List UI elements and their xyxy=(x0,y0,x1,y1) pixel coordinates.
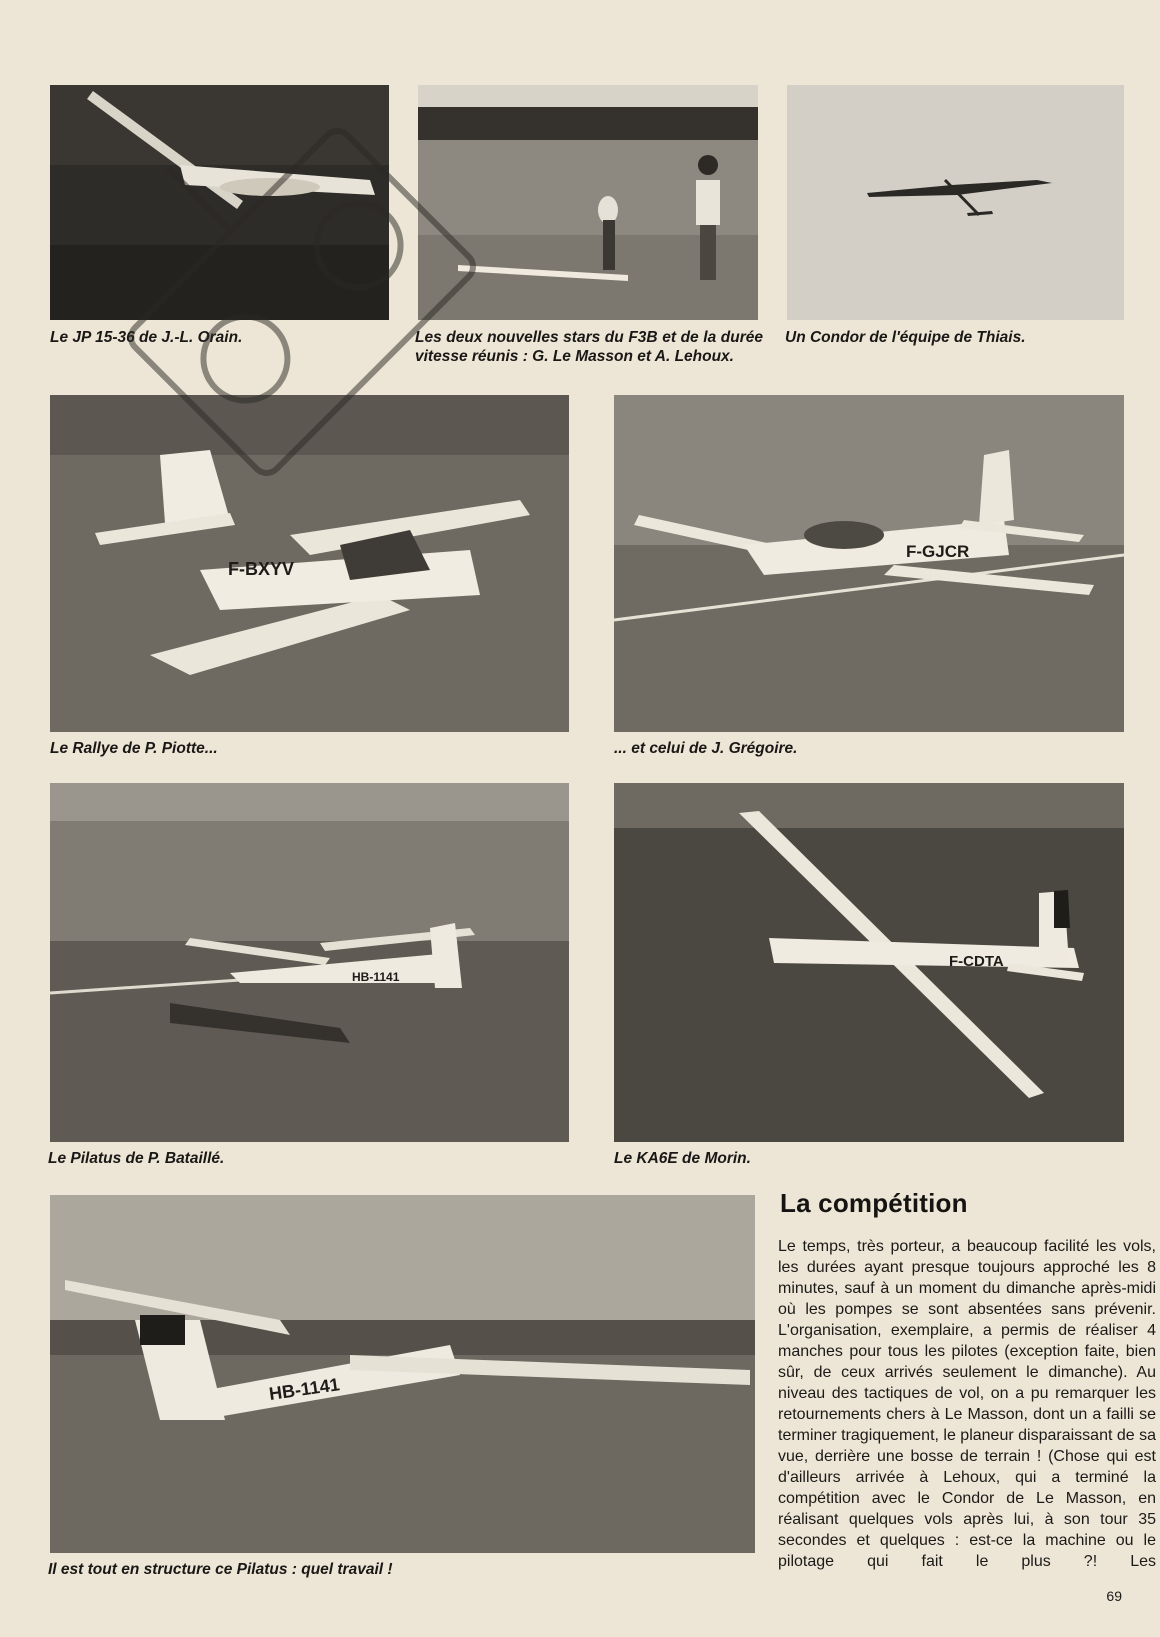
condor-sky-illustration xyxy=(787,85,1124,320)
article-heading: La compétition xyxy=(780,1188,968,1218)
rallye-piotte-illustration xyxy=(50,395,569,732)
caption-pilatus-structure: Il est tout en structure ce Pilatus : quel travail ! xyxy=(48,1561,393,1578)
glider-closeup-illustration xyxy=(50,85,389,320)
photo-pilatus-structure xyxy=(50,1195,755,1553)
photo-jp-15-36-glider xyxy=(50,85,389,320)
article-body: Le temps, très porteur, a beaucoup facilité les vols, les durées ayant presque toujours approché les 8 minutes, sauf à un moment du dimanche après-midi où les pompes se sont absentées sans prévenir. L'organisation, exemplaire, a permis de réaliser 4 manches pour tous les pilotes (exception faite, bien sûr, de ceux arrivés seulement le dimanche). Au niveau des tactiques de vol, on a pu remarquer les retournements chers à Le Masson, dont un a failli se terminer tragiquement, le planeur disparaissant de sa vue, derrière une bosse de terrain ! (Chose qui est d'ailleurs arrivée à Lehoux, qui a terminé la compétition avec le Condor de Le Masson, en réalisant quelques vols après lui, à son tour 35 secondes et quelques : est-ce la machine ou le pilotage qui fait le plus ?! Les xyxy=(778,1238,1156,1570)
photo-rallye-piotte xyxy=(50,395,569,732)
page-number: 69 xyxy=(1106,1588,1122,1604)
caption-ka6e: Le KA6E de Morin. xyxy=(614,1150,751,1167)
caption-condor: Un Condor de l'équipe de Thiais. xyxy=(785,329,1026,346)
registration-f-cdta: F-CDTA xyxy=(949,953,1004,970)
photo-condor-in-flight xyxy=(787,85,1124,320)
registration-f-gjcr: F-GJCR xyxy=(906,542,970,561)
registration-f-bxyv: F-BXYV xyxy=(228,559,295,579)
caption-f3b-pilots: Les deux nouvelles stars du F3B et de la durée vitesse réunis : G. Le Masson et A. Lehoux. xyxy=(415,329,763,365)
registration-hb-1141-large: HB-1141 xyxy=(267,1374,341,1404)
pilatus-structure-illustration xyxy=(50,1195,755,1553)
photo-ka6e-morin xyxy=(614,783,1124,1142)
caption-pilatus-bataille: Le Pilatus de P. Bataillé. xyxy=(48,1150,225,1167)
rallye-gregoire-illustration xyxy=(614,395,1124,732)
caption-rallye-piotte: Le Rallye de P. Piotte... xyxy=(50,740,218,757)
ka6e-illustration xyxy=(614,783,1124,1142)
registration-hb-1141: HB-1141 xyxy=(352,970,400,984)
pilots-field-illustration xyxy=(418,85,758,320)
caption-jp-15-36: Le JP 15-36 de J.-L. Orain. xyxy=(50,329,243,346)
pilatus-landing-illustration xyxy=(50,783,569,1142)
photo-pilatus-bataille xyxy=(50,783,569,1142)
photo-f3b-pilots xyxy=(418,85,758,320)
caption-rallye-gregoire: ... et celui de J. Grégoire. xyxy=(614,740,798,757)
photo-rallye-gregoire xyxy=(614,395,1124,732)
